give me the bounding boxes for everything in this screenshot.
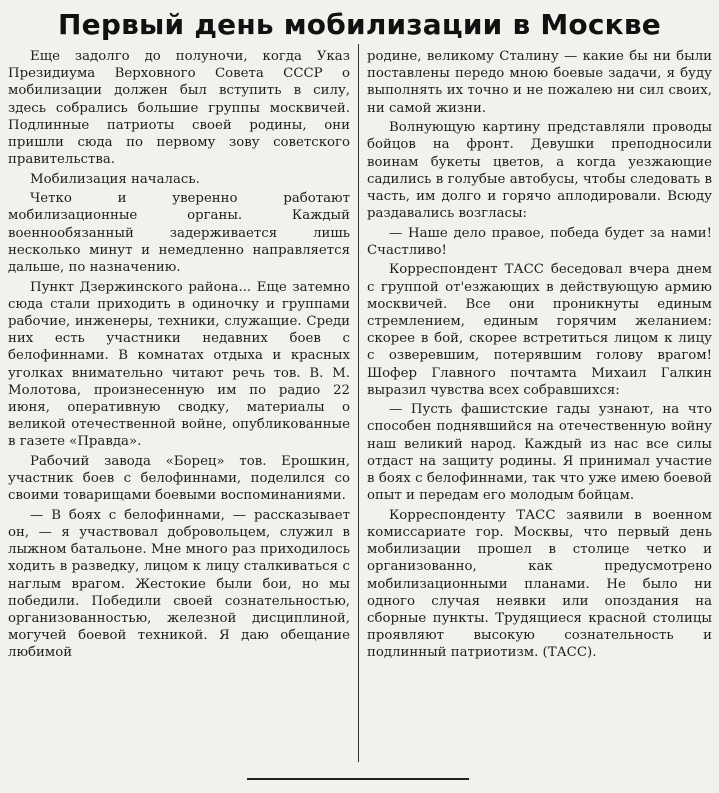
paragraph: Еще задолго до полуночи, когда Указ Президиума Верховного Совета СССР о мобилизации должен был вступить в силу, здесь собрались большие группы москвичей. Подлинные патриоты своей родины, они пришли сюда по первому зову советского правительства. [8, 49, 350, 168]
paragraph: Корреспондент ТАСС беседовал вчера днем с группой от'езжающих в действующую армию москвичей. Все они проникнуты единым стремлением, единым горячим желанием: скорее в бой, скорее встретиться лицом к лицу с озверевшим, потерявшим голову врагом! Шофер Главного почтамта Михаил Галкин выразил чувства всех собравшихся: [367, 262, 712, 398]
paragraph: Волнующую картину представляли проводы бойцов на фронт. Девушки преподносили воинам букеты цветов, а когда уезжающие садились в голубые автобусы, чтобы следовать в часть, им долго и горячо аплодировали. Всюду раздавались возгласы: [367, 120, 712, 222]
paragraph: Корреспонденту ТАСС заявили в военном комиссариате гор. Москвы, что первый день мобилизации прошел в столице четко и организованно, как предусмотрено мобилизационными планами. Не было ни одного случая неявки или опоздания на сборные пункты. Трудящиеся красной столицы проявляют высокую сознательность и подлинный патриотизм. (ТАСС). [367, 507, 712, 661]
article-column-right [367, 48, 712, 664]
paragraph: — Наше дело правое, победа будет за нами! Счастливо! [367, 225, 712, 258]
paragraph: Рабочий завода «Борец» тов. Ерошкин, участник боев с белофиннами, поделился со своими товарищами боевыми воспоминаниями. [8, 453, 350, 504]
paragraph: — Пусть фашистские гады узнают, на что способен поднявшийся на отечественную войну наш великий народ. Каждый из нас все силы отдаст на защиту родины. Я принимал участие в боях с белофиннами, так что уже имею боевой опыт и передам его молодым бойцам. [367, 402, 712, 504]
paragraph: родине, великому Сталину — какие бы ни были поставлены передо мною боевые задачи, я буду выполнять их точно и не пожалею ни сил своих, ни самой жизни. [367, 49, 712, 116]
column-divider [358, 44, 359, 762]
paragraph: Пункт Дзержинского района... Еще затемно сюда стали приходить в одиночку и группами рабочие, инженеры, техники, служащие. Среди них есть участники недавних боев с белофиннами. В комнатах отдыха и красных уголках внимательно читают речь тов. В. М. Молотова, произнесенную им по радио 22 июня, оперативную сводку, материалы о великой отечественной войне, опубликованные в газете «Правда». [8, 279, 350, 450]
article-headline: Первый день мобилизации в Москве [58, 8, 661, 41]
paragraph: Четко и уверенно работают мобилизационные органы. Каждый военнообязанный задерживается лишь несколько минут и немедленно направляется дальше, по назначению. [8, 191, 350, 276]
paragraph: Мобилизация началась. [30, 171, 200, 187]
article-column-left [8, 48, 350, 664]
paragraph: — В боях с белофиннами, — рассказывает он, — я участвовал добровольцем, служил в лыжном батальоне. Мне много раз приходилось ходить в разведку, лицом к лицу сталкиваться с наглым врагом. Жестокие были бои, но мы победили. Победили своей сознательностью, организованностью, железной дисциплиной, могучей боевой техникой. Я даю обещание любимой [8, 507, 350, 661]
end-rule [247, 778, 469, 780]
